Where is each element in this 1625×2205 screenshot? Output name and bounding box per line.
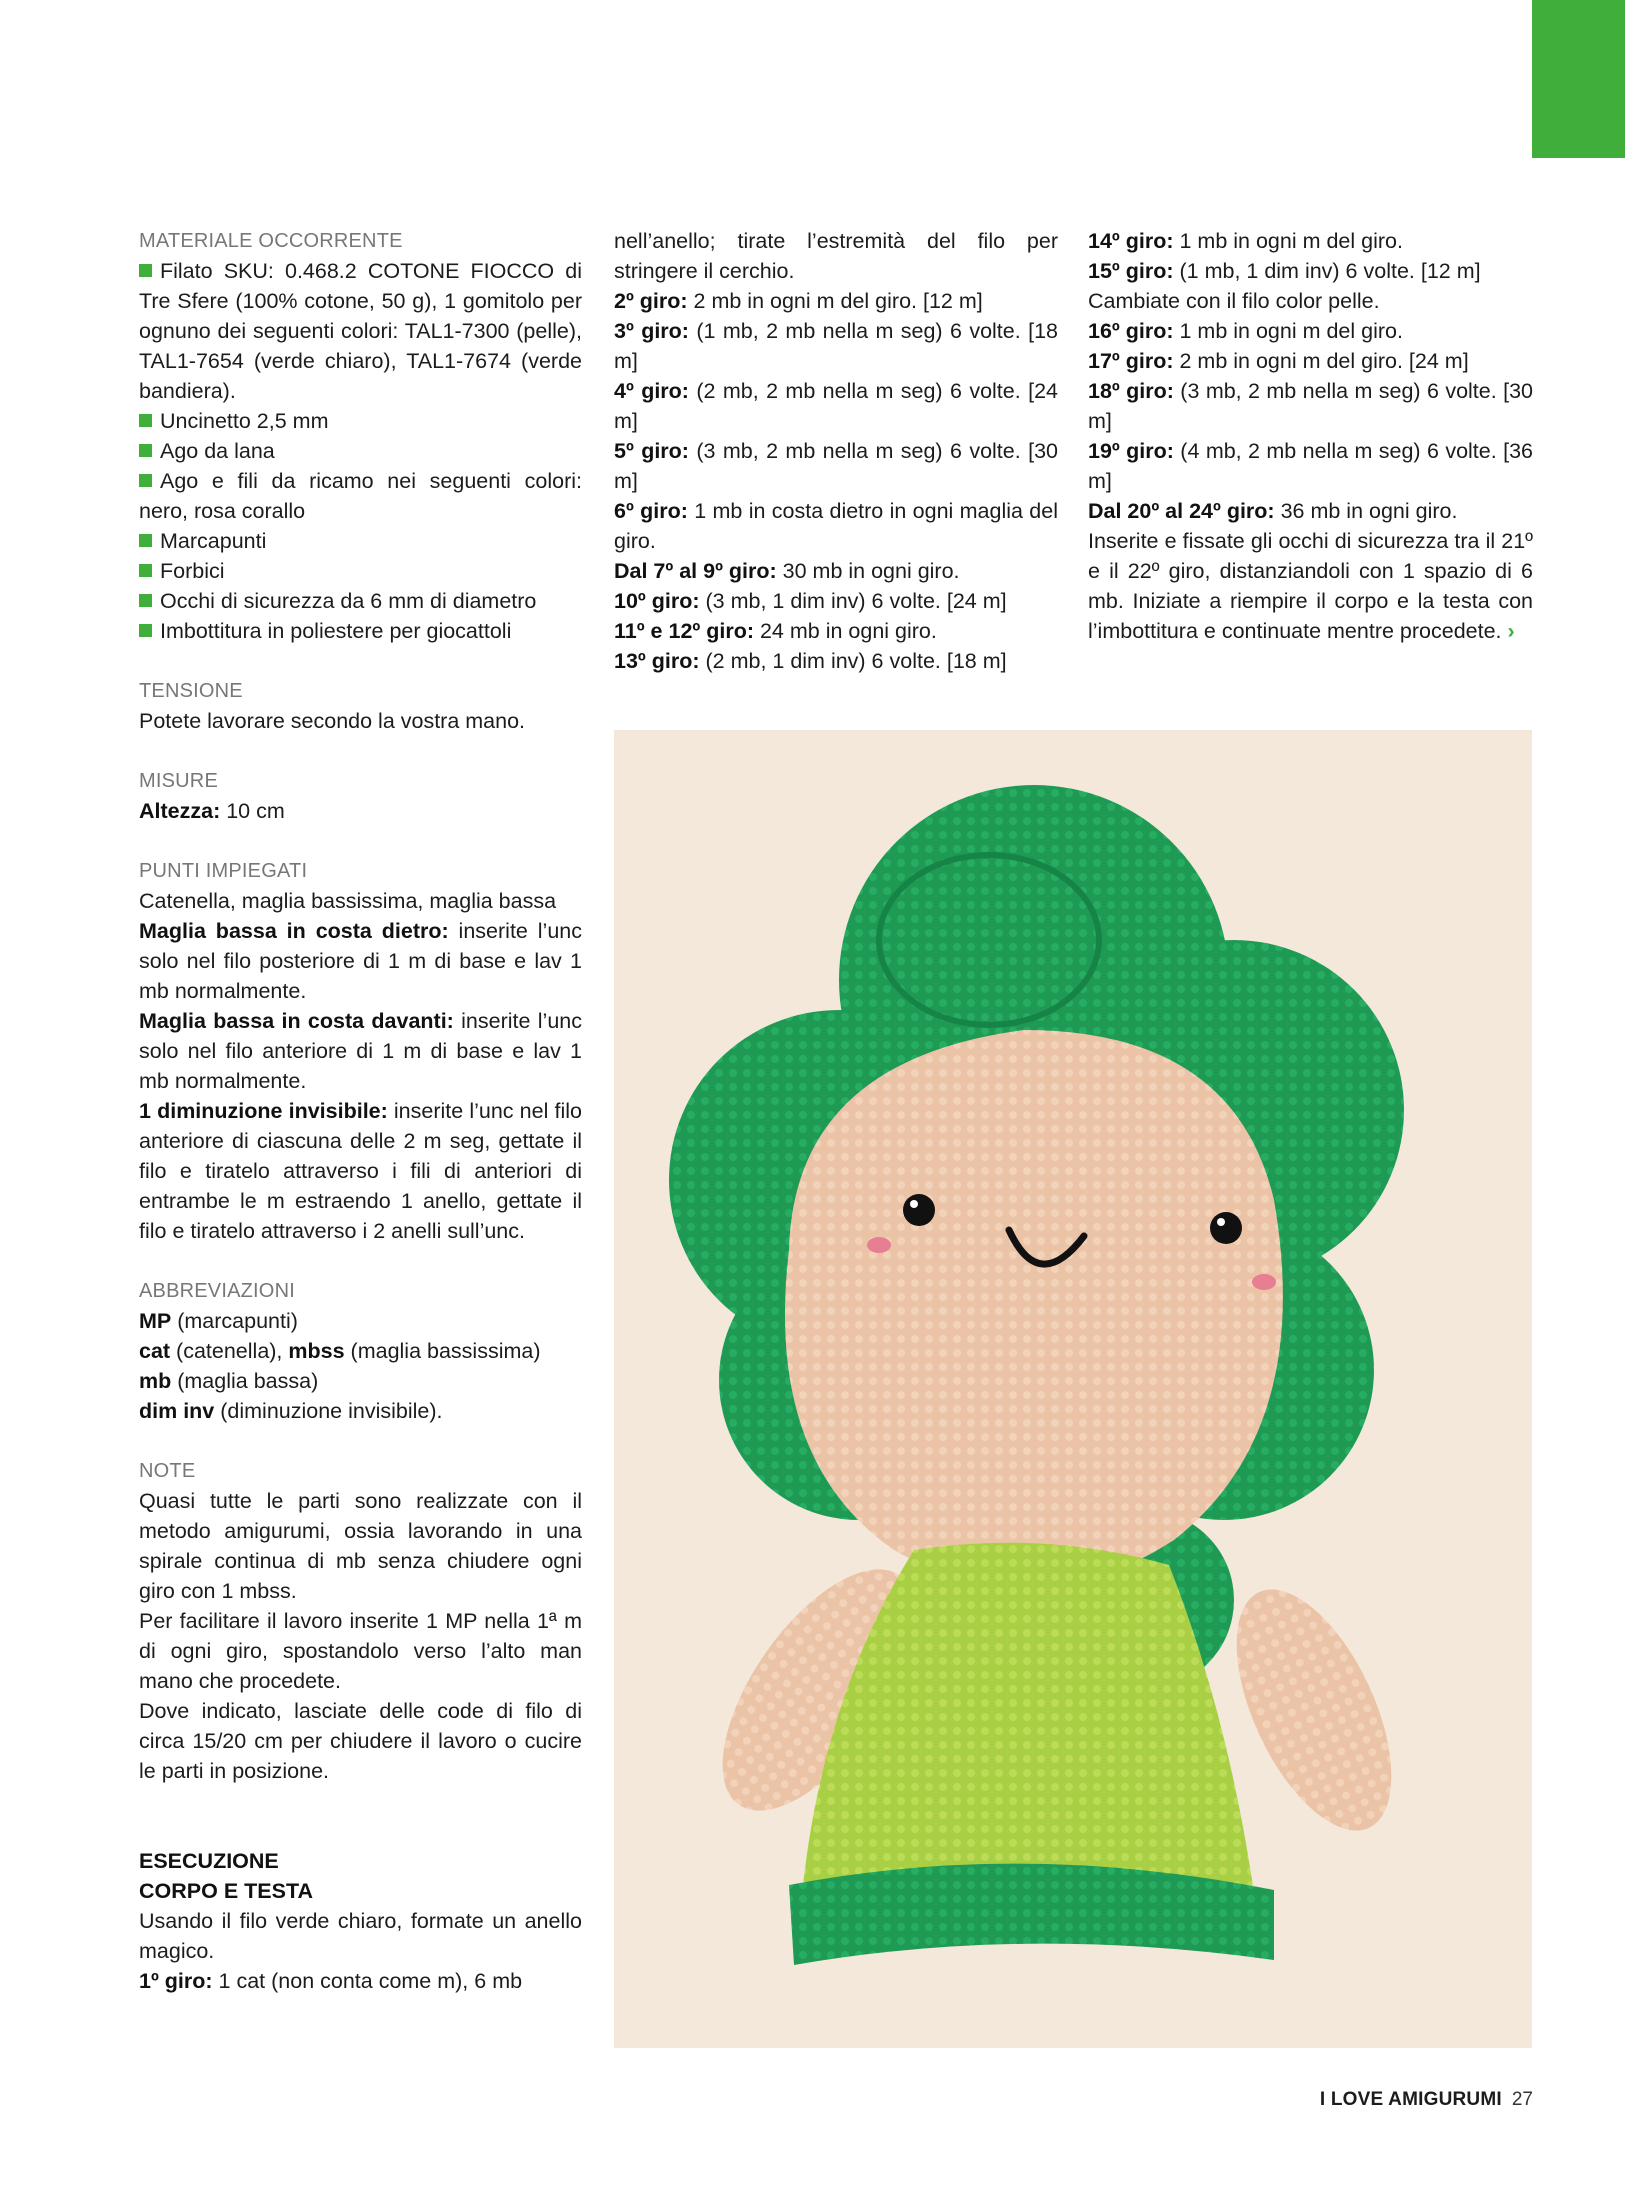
round-instruction: 10º giro: (3 mb, 1 dim inv) 6 volte. [24 m]: [614, 589, 1007, 613]
head-shape: [785, 1030, 1283, 1588]
magazine-name: I LOVE AMIGURUMI: [1319, 2089, 1502, 2110]
round-instruction: 5º giro: (3 mb, 2 mb nella m seg) 6 volte. [30 m]: [614, 439, 1058, 493]
column-3: [1088, 226, 1533, 646]
material-item: Uncinetto 2,5 mm: [139, 406, 582, 436]
material-item: Ago da lana: [139, 436, 582, 466]
bullet-icon: [139, 414, 152, 427]
tensione-text: Potete lavorare secondo la vostra mano.: [139, 709, 526, 733]
final-instruction: Inserite e fissate gli occhi di sicurezza tra il 21º e il 22º giro, distanziandoli con 1 spazio di 6 mb. Iniziate a riempire il corpo e la testa con l’imbottitura e continuate mentre procedete. ›: [1088, 529, 1533, 643]
round-instruction: Dal 20º al 24º giro: 36 mb in ogni giro.: [1088, 499, 1458, 523]
stitch-definition: 1 diminuzione invisibile: inserite l’unc nel filo anteriore di ciascuna delle 2 m seg, gettate il filo e tiratelo attraverso i fili di anteriori di entrambe le m estraendo 1 anello, gettate il filo e tiratelo attraverso i 2 anelli sull’unc.: [139, 1099, 582, 1243]
round-instruction: Dal 7º al 9º giro: 30 mb in ogni giro.: [614, 559, 960, 583]
material-item: Marcapunti: [139, 526, 582, 556]
abbreviation: MP (marcapunti): [139, 1309, 298, 1333]
esecuzione-heading: ESECUZIONE: [139, 1849, 279, 1873]
bullet-icon: [139, 474, 152, 487]
round-instruction: 1º giro: 1 cat (non conta come m), 6 mb: [139, 1969, 523, 1993]
bullet-icon: [139, 564, 152, 577]
abbreviation: mb (maglia bassa): [139, 1369, 319, 1393]
note-paragraph: Per facilitare il lavoro inserite 1 MP nella 1ª m di ogni giro, spostandolo verso l’alto man mano che procedete.: [139, 1609, 582, 1693]
abbreviazioni-heading: ABBREVIAZIONI: [139, 1280, 295, 1302]
material-item: Filato SKU: 0.468.2 COTONE FIOCCO di Tre Sfere (100% cotone, 50 g), 1 gomitolo per ognuno dei seguenti colori: TAL1-7300 (pelle), TAL1-7654 (verde chiaro), TAL1-7674 (verde bandiera).: [139, 259, 582, 403]
misure-heading: MISURE: [139, 770, 218, 792]
corpo-text: Usando il filo verde chiaro, formate un anello magico.: [139, 1909, 582, 1963]
punti-text: Catenella, maglia bassissima, maglia bassa: [139, 889, 557, 913]
color-change-note: Cambiate con il filo color pelle.: [1088, 289, 1380, 313]
round-instruction: 3º giro: (1 mb, 2 mb nella m seg) 6 volte. [18 m]: [614, 319, 1058, 373]
note-paragraph: Dove indicato, lasciate delle code di filo di circa 15/20 cm per chiudere il lavoro o cucire le parti in posizione.: [139, 1699, 582, 1783]
round-instruction: 16º giro: 1 mb in ogni m del giro.: [1088, 319, 1403, 343]
round-instruction: 2º giro: 2 mb in ogni m del giro. [12 m]: [614, 289, 983, 313]
round-instruction: 6º giro: 1 mb in costa dietro in ogni maglia del giro.: [614, 499, 1058, 553]
bullet-icon: [139, 444, 152, 457]
round-instruction: 13º giro: (2 mb, 1 dim inv) 6 volte. [18 m]: [614, 649, 1007, 673]
round-instruction: 4º giro: (2 mb, 2 mb nella m seg) 6 volte. [24 m]: [614, 379, 1058, 433]
material-item: Occhi di sicurezza da 6 mm di diametro: [139, 586, 582, 616]
round-instruction: 15º giro: (1 mb, 1 dim inv) 6 volte. [12 m]: [1088, 259, 1481, 283]
round-instruction: 11º e 12º giro: 24 mb in ogni giro.: [614, 619, 937, 643]
tensione-heading: TENSIONE: [139, 680, 243, 702]
bullet-icon: [139, 624, 152, 637]
round-instruction: 14º giro: 1 mb in ogni m del giro.: [1088, 229, 1403, 253]
stitch-definition: Maglia bassa in costa dietro: inserite l’unc solo nel filo posteriore di 1 m di base e lav 1 mb normalmente.: [139, 919, 582, 1003]
materiale-heading: MATERIALE OCCORRENTE: [139, 230, 403, 252]
note-heading: NOTE: [139, 1460, 196, 1482]
round-instruction: 19º giro: (4 mb, 2 mb nella m seg) 6 volte. [36 m]: [1088, 439, 1533, 493]
amigurumi-photo: [614, 730, 1532, 2048]
bullet-icon: [139, 594, 152, 607]
round-instruction: 18º giro: (3 mb, 2 mb nella m seg) 6 volte. [30 m]: [1088, 379, 1533, 433]
material-item: Imbottitura in poliestere per giocattoli: [139, 616, 582, 646]
column-2: [614, 226, 1058, 676]
punti-heading: PUNTI IMPIEGATI: [139, 860, 308, 882]
page-number: 27: [1511, 2089, 1533, 2110]
round-instruction: 17º giro: 2 mb in ogni m del giro. [24 m]: [1088, 349, 1469, 373]
material-item: Forbici: [139, 556, 582, 586]
stitch-definition: Maglia bassa in costa davanti: inserite l’unc solo nel filo anteriore di 1 m di base e lav 1 mb normalmente.: [139, 1009, 582, 1093]
note-paragraph: Quasi tutte le parti sono realizzate con il metodo amigurumi, ossia lavorando in una spirale continua di mb senza chiudere ogni giro con 1 mbss.: [139, 1489, 582, 1603]
page-footer: [1320, 2089, 1533, 2111]
bullet-icon: [139, 264, 152, 277]
abbreviation: cat (catenella), mbss (maglia bassissima): [139, 1339, 541, 1363]
altezza-line: Altezza: 10 cm: [139, 799, 285, 823]
bullet-icon: [139, 534, 152, 547]
material-item: Ago e fili da ricamo nei seguenti colori: nero, rosa corallo: [139, 469, 582, 523]
corpo-testa-heading: CORPO E TESTA: [139, 1879, 314, 1903]
section-color-tab: [1532, 0, 1625, 158]
continue-arrow-icon: ›: [1507, 619, 1515, 643]
abbreviation: dim inv (diminuzione invisibile).: [139, 1399, 443, 1423]
column-1: [139, 226, 582, 1996]
continued-text: nell’anello; tirate l’estremità del filo per stringere il cerchio.: [614, 229, 1058, 283]
